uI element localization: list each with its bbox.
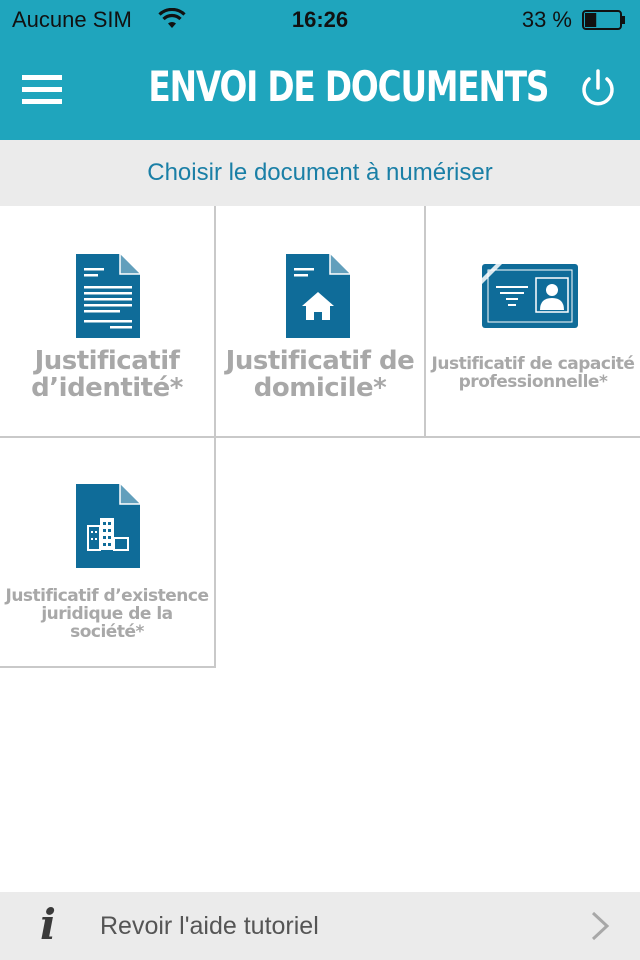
- document-label-line: Justificatif d’existence: [5, 586, 209, 606]
- document-label: [430, 356, 636, 392]
- section-header: Choisir le document à numériser: [0, 140, 640, 206]
- page-title: ENVOI DE DOCUMENTS: [148, 62, 549, 111]
- battery-icon: [582, 10, 626, 30]
- battery-percent: 33 %: [521, 7, 572, 32]
- chevron-right-icon: [590, 910, 610, 942]
- grid-divider: [214, 438, 216, 666]
- carrier-label: Aucune SIM: [12, 7, 132, 32]
- document-tile-identity[interactable]: [0, 206, 214, 436]
- document-label: [4, 348, 210, 403]
- company-document-icon: [76, 484, 140, 568]
- document-label-line: juridique de la société*: [41, 603, 173, 642]
- document-label-line: d’identité*: [31, 373, 183, 404]
- info-icon: i: [40, 900, 56, 949]
- home-document-icon: [286, 254, 350, 338]
- document-label-line: professionnelle*: [458, 371, 608, 392]
- document-label-line: Justificatif de capacité: [431, 354, 635, 374]
- status-bar: [0, 0, 640, 40]
- document-tile-domicile[interactable]: [216, 206, 424, 436]
- nav-bar: [0, 40, 640, 140]
- document-label: [220, 348, 420, 403]
- grid-divider: [0, 666, 216, 668]
- clock: 16:26: [291, 7, 349, 32]
- power-icon[interactable]: [578, 68, 618, 110]
- document-label-line: Justificatif de: [225, 346, 415, 376]
- document-tile-professional[interactable]: [426, 206, 640, 436]
- professional-card-icon: [482, 264, 578, 328]
- tutorial-help-row[interactable]: [0, 892, 640, 960]
- document-label-line: domicile*: [253, 373, 387, 404]
- id-document-icon: [76, 254, 140, 338]
- hamburger-menu-icon[interactable]: [22, 75, 64, 105]
- document-tile-company[interactable]: [0, 438, 214, 666]
- tutorial-help-label: Revoir l'aide tutoriel: [100, 912, 319, 940]
- document-label: [4, 588, 210, 642]
- document-label-line: Justificatif: [34, 346, 180, 376]
